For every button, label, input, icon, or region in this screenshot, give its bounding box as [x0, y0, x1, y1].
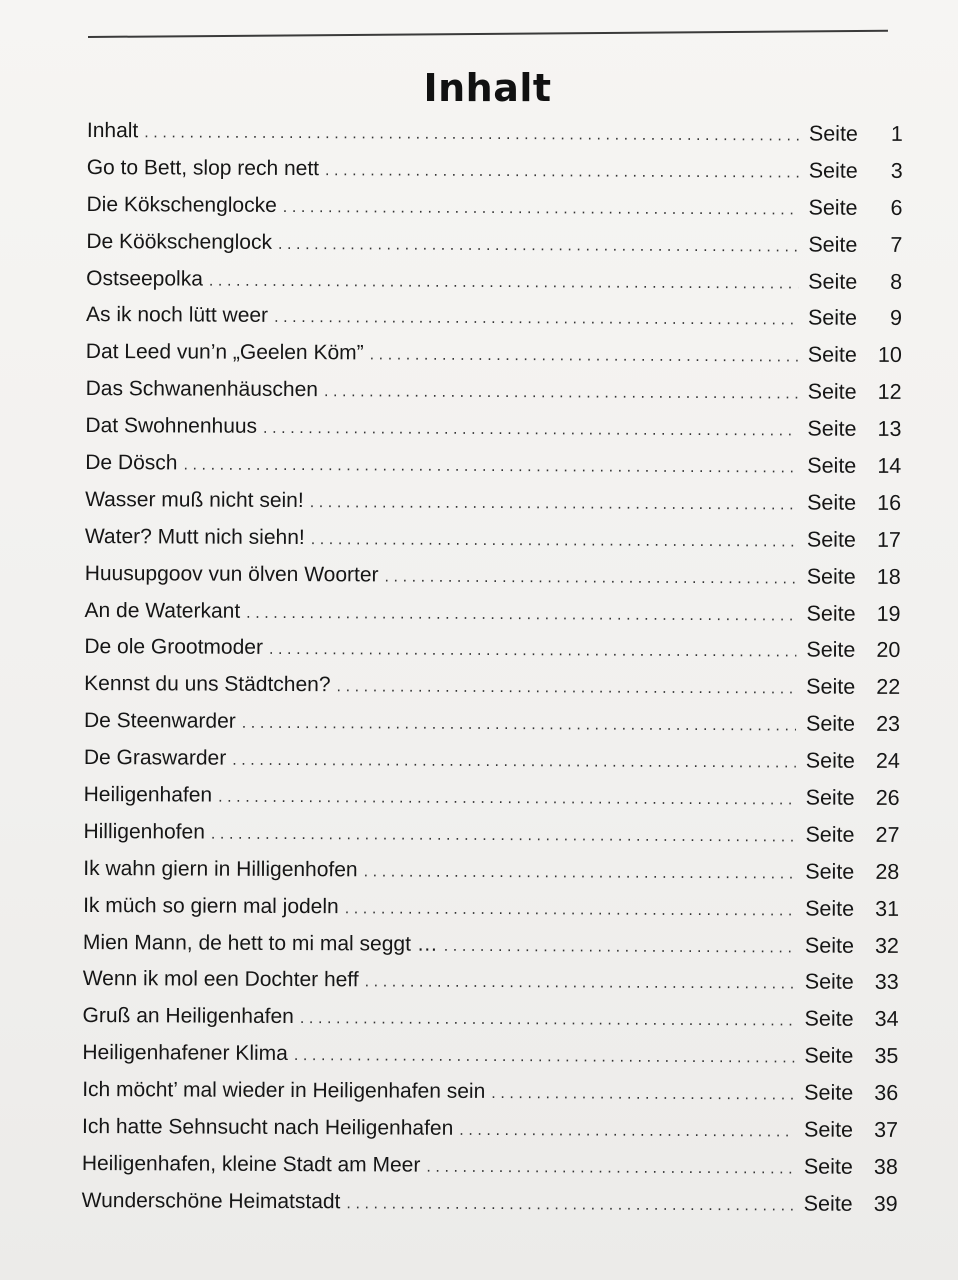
page-number: 16 [877, 490, 902, 515]
page-word-label: Seite [806, 564, 856, 589]
page-number: 37 [874, 1117, 899, 1143]
toc-entry [85, 407, 901, 448]
toc-entry-page [796, 632, 900, 669]
toc-entry-page [796, 669, 900, 706]
page-number: 6 [890, 195, 903, 220]
page-number: 39 [873, 1191, 898, 1216]
page-word-label: Seite [808, 232, 858, 257]
toc-entry-title: Die Kökschenglocke [86, 192, 277, 217]
dot-leader [346, 1186, 793, 1225]
dot-leader [459, 1113, 794, 1152]
page-number: 23 [876, 712, 901, 737]
toc-entry-title: Ik müch so giern mal jodeln [83, 893, 339, 918]
toc-entry [86, 370, 902, 411]
toc-entry [84, 702, 900, 743]
page-word-label: Seite [807, 490, 857, 515]
toc-entry-title: De Dösch [85, 451, 178, 475]
toc-entry-page [796, 595, 900, 632]
toc-entry-page [795, 853, 899, 890]
toc-entry-title: Hilligenhofen [83, 819, 205, 844]
page-word-label: Seite [806, 674, 856, 700]
page-number: 36 [874, 1081, 899, 1106]
toc-entry-title: Ich hatte Sehnsucht nach Heiligenhafen [81, 1115, 454, 1140]
page-word-label: Seite [805, 748, 855, 773]
dot-leader [336, 670, 796, 709]
toc-entry-title: Wunderschöne Heimatstadt [81, 1188, 341, 1214]
toc-entry [86, 296, 902, 337]
toc-entry-page [798, 374, 902, 411]
page-word-label: Seite [807, 342, 857, 368]
toc-entry-title: Huusupgoov vun ölven Woorter [84, 561, 379, 587]
toc-entry-title: Dat Swohnenhuus [85, 414, 258, 438]
page-number: 32 [874, 933, 899, 958]
toc-entry-title: Heiligenhafen, kleine Stadt am Meer [81, 1151, 421, 1177]
toc-entry-title: De Köökschenglock [86, 229, 273, 254]
page-number: 8 [890, 269, 903, 294]
toc-entry [85, 518, 901, 559]
toc-entry [83, 850, 899, 891]
page-word-label: Seite [804, 933, 855, 958]
toc-entry-page [798, 226, 902, 263]
table-of-contents [82, 112, 903, 1223]
page-number: 14 [877, 453, 902, 478]
page-number: 38 [873, 1154, 898, 1179]
dot-leader [278, 227, 799, 266]
toc-entry [84, 776, 900, 817]
page-word-label: Seite [805, 785, 855, 810]
dot-leader [345, 891, 796, 930]
toc-entry-page [794, 1112, 898, 1149]
dot-leader [242, 706, 796, 746]
toc-entry [82, 1071, 898, 1112]
page-number: 1 [890, 121, 903, 146]
page-word-label: Seite [808, 158, 858, 183]
page-word-label: Seite [806, 601, 856, 626]
toc-entry [84, 592, 900, 633]
toc-entry [87, 112, 903, 153]
page-word-label: Seite [805, 711, 856, 737]
toc-entry-page [794, 1001, 898, 1038]
page-number: 22 [876, 675, 901, 700]
page-number: 10 [877, 343, 902, 368]
toc-entry-page [795, 890, 899, 927]
toc-entry-title: Kennst du uns Städtchen? [84, 672, 331, 697]
toc-entry-title: An de Waterkant [84, 598, 241, 623]
page-word-label: Seite [803, 1154, 853, 1179]
page-number: 20 [876, 638, 901, 663]
page-word-label: Seite [803, 1191, 853, 1216]
toc-entry-page [794, 1038, 898, 1075]
page-word-label: Seite [804, 970, 854, 995]
dot-leader [364, 854, 796, 893]
toc-entry-page [795, 964, 899, 1001]
toc-entry [87, 149, 903, 190]
dot-leader [311, 522, 797, 561]
toc-entry [82, 1108, 898, 1149]
dot-leader [144, 115, 799, 155]
page-number: 9 [889, 306, 903, 331]
toc-entry-title: Inhalt [86, 118, 139, 143]
toc-entry-title: Wenn ik mol een Dochter heff [82, 967, 359, 992]
page-number: 19 [876, 601, 901, 626]
toc-entry-page [798, 300, 902, 337]
toc-entry-page [795, 816, 899, 853]
page-number: 3 [890, 158, 903, 183]
toc-entry-page [794, 1075, 898, 1112]
page-number: 13 [877, 416, 902, 442]
page-number: 35 [874, 1044, 899, 1069]
page-word-label: Seite [805, 896, 855, 921]
toc-entry-page [796, 780, 900, 817]
toc-entry-page [798, 263, 902, 300]
page-number: 17 [876, 527, 901, 552]
dot-leader [211, 817, 796, 857]
page-word-label: Seite [807, 416, 857, 441]
toc-entry-title: Das Schwanenhäuschen [85, 377, 319, 402]
page-title: Inhalt [423, 66, 552, 110]
dot-leader [209, 263, 798, 303]
toc-entry [86, 223, 902, 264]
page-word-label: Seite [806, 637, 856, 663]
toc-entry [83, 813, 899, 854]
page-word-label: Seite [808, 121, 858, 146]
toc-entry [83, 924, 899, 965]
dot-leader [232, 743, 796, 783]
toc-entry-page [798, 189, 902, 226]
dot-leader [183, 447, 797, 487]
header-rule [88, 30, 888, 38]
toc-entry [85, 444, 901, 485]
dot-leader [491, 1076, 794, 1114]
toc-entry [84, 665, 900, 706]
dot-leader [325, 153, 799, 192]
page-word-label: Seite [804, 1043, 854, 1069]
toc-entry-page [797, 411, 901, 448]
dot-leader [274, 300, 798, 339]
toc-entry-title: Mien Mann, de hett to mi mal seggt … [82, 930, 438, 956]
page-word-label: Seite [803, 1117, 854, 1142]
toc-entry [85, 555, 901, 596]
page-word-label: Seite [804, 1080, 854, 1105]
page-word-label: Seite [807, 453, 857, 478]
page-number: 31 [875, 896, 900, 921]
toc-entry [82, 1145, 898, 1186]
toc-entry [83, 960, 899, 1001]
toc-entry [82, 997, 898, 1038]
toc-entry [86, 260, 902, 301]
page-word-label: Seite [807, 305, 858, 331]
dot-leader [444, 928, 795, 967]
toc-entry-title: Ik wahn giern in Hilligenhofen [83, 856, 358, 882]
toc-entry [84, 739, 900, 780]
toc-entry-page [794, 1185, 898, 1222]
toc-entry-page [796, 743, 900, 780]
dot-leader [218, 780, 796, 820]
page-number: 12 [877, 380, 902, 405]
toc-entry-page [794, 1148, 898, 1185]
dot-leader [384, 559, 796, 598]
dot-leader [310, 485, 798, 524]
page-word-label: Seite [808, 269, 858, 294]
toc-entry-page [797, 558, 901, 595]
toc-entry [86, 333, 902, 374]
toc-entry-title: Dat Leed vun’n „Geelen Köm” [85, 340, 364, 365]
toc-entry-page [796, 706, 900, 743]
toc-entry-page [799, 152, 903, 189]
dot-leader [269, 632, 797, 671]
toc-entry-page [797, 447, 901, 484]
toc-entry [86, 186, 902, 227]
page-word-label: Seite [804, 1006, 854, 1032]
dot-leader [365, 965, 795, 1004]
page-word-label: Seite [806, 527, 856, 552]
toc-entry-title: Gruß an Heiligenhafen [82, 1004, 294, 1029]
toc-entry-title: Ich möcht’ mal wieder in Heiligenhafen sein [82, 1078, 486, 1104]
toc-entry [82, 1182, 898, 1223]
page-word-label: Seite [805, 859, 855, 884]
toc-entry-title: Wasser muß nicht sein! [85, 487, 304, 512]
toc-entry-page [798, 337, 902, 374]
dot-leader [370, 338, 798, 377]
toc-entry-page [797, 484, 901, 521]
toc-entry-title: Heiligenhafener Klima [82, 1041, 288, 1066]
toc-entry [82, 1034, 898, 1075]
toc-entry-title: Go to Bett, slop rech nett [86, 155, 320, 181]
page-word-label: Seite [807, 379, 857, 404]
dot-leader [263, 411, 798, 451]
dot-leader [300, 1001, 795, 1040]
page-number: 26 [875, 785, 900, 811]
toc-entry-page [799, 115, 903, 152]
page-number: 24 [875, 749, 900, 774]
toc-entry-page [795, 927, 899, 964]
toc-entry-title: De ole Grootmoder [84, 635, 264, 660]
toc-entry-title: Ostseepolka [86, 266, 203, 291]
page-number: 7 [890, 232, 903, 257]
page-number: 18 [876, 564, 901, 589]
dot-leader [426, 1150, 794, 1189]
dot-leader [324, 374, 798, 413]
toc-entry-title: Heiligenhafen [83, 783, 213, 807]
toc-entry [85, 481, 901, 522]
toc-entry-title: As ik noch lütt weer [85, 303, 269, 328]
toc-entry-title: De Graswarder [83, 746, 227, 770]
dot-leader [283, 190, 799, 229]
toc-entry [84, 628, 900, 669]
page-number: 27 [875, 822, 900, 847]
dot-leader [294, 1038, 795, 1077]
toc-entry-title: Water? Mutt nich siehn! [84, 524, 305, 549]
dot-leader [246, 595, 797, 635]
page-word-label: Seite [808, 195, 858, 220]
toc-entry-title: De Steenwarder [83, 709, 236, 733]
page-number: 34 [874, 1007, 899, 1032]
page-number: 33 [874, 970, 899, 995]
toc-entry [83, 887, 899, 928]
page-number: 28 [875, 859, 900, 884]
toc-entry-page [797, 521, 901, 558]
page-word-label: Seite [805, 822, 855, 847]
